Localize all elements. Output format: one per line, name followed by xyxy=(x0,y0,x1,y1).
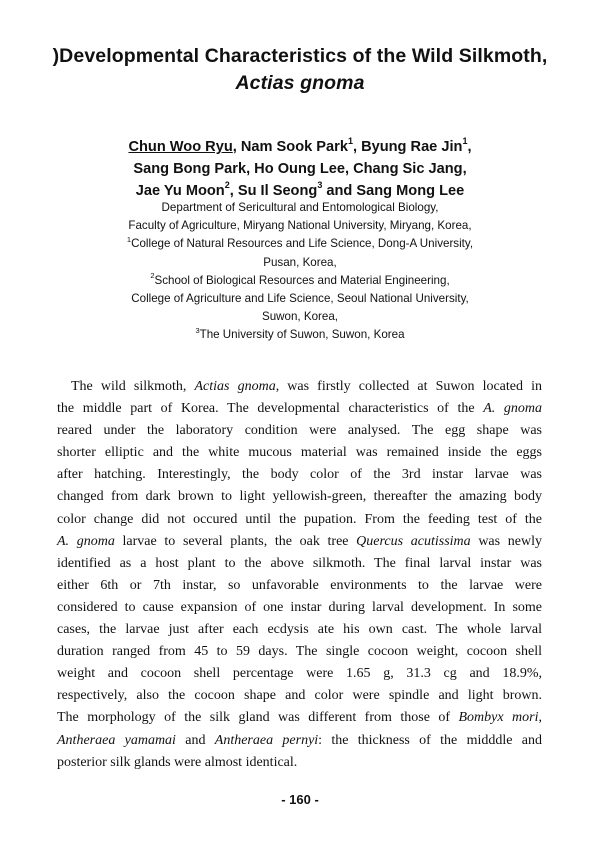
affiliation-text: The University of Suwon, Suwon, Korea xyxy=(199,328,405,342)
affiliation-line: Suwon, Korea, xyxy=(261,310,339,324)
abstract-text: The wild silkmoth, xyxy=(71,379,195,394)
abstract-line xyxy=(57,376,542,398)
author-segment: , xyxy=(467,139,472,155)
author-segment: and Sang Mong Lee xyxy=(322,183,465,199)
abstract-line xyxy=(57,730,542,752)
affiliation-line xyxy=(40,272,560,290)
abstract-text: and xyxy=(175,732,215,748)
author-segment: , Byung Rae Jin xyxy=(352,139,463,155)
abstract-line: cases, the larvae just after each ecdysis ate his own cast. The whole larval xyxy=(57,622,542,638)
affiliation-marker: 2 xyxy=(150,270,155,280)
affiliation-line: Faculty of Agriculture, Miryang National University, Miryang, Korea, xyxy=(128,219,472,233)
abstract-line: changed from dark brown to light yellowish-green, thereafter the amazing body xyxy=(57,489,542,505)
affiliation-marker: 3 xyxy=(195,325,200,335)
paper-title xyxy=(30,43,570,97)
affiliation-marker: 2 xyxy=(224,180,230,191)
abstract-text: the middle part of Korea. The developmental characteristics of the xyxy=(57,401,484,417)
affiliation-text: School of Biological Resources and Material Engineering, xyxy=(154,273,450,287)
affiliation-line xyxy=(40,326,560,344)
abstract-line: weight and cocoon shell percentage were 1.65 g, 31.3 cg and 18.9%, xyxy=(57,666,542,682)
abstract-text: , was firstly collected at Suwon located in xyxy=(275,379,542,394)
abstract-text: , xyxy=(538,710,542,726)
abstract-line: identified as a host plant to the above silkmoth. The final larval instar was xyxy=(57,555,542,571)
affiliation-marker: 1 xyxy=(347,136,353,147)
abstract-text: The morphology of the silk gland was different from those of xyxy=(57,710,459,726)
affiliation-marker: 1 xyxy=(462,136,468,147)
affiliation-text: College of Natural Resources and Life Science, Dong-A University, xyxy=(131,237,474,251)
abstract-line xyxy=(57,398,542,420)
abstract-line xyxy=(57,707,542,729)
abstract-line: after hatching. Interestingly, the body color of the 3rd instar larvae was xyxy=(57,467,542,483)
author-segment: , Nam Sook Park xyxy=(232,139,348,155)
author-line-2: Sang Bong Park, Ho Oung Lee, Chang Sic Jang, xyxy=(133,161,467,177)
affiliation-marker: 1 xyxy=(126,234,132,244)
abstract-line: shorter elliptic and the white mucous material was remained inside the eggs xyxy=(57,445,542,461)
species-name: Antheraea yamamai xyxy=(57,732,176,748)
abstract-line: duration ranged from 45 to 59 days. The single cocoon weight, cocoon shell xyxy=(57,644,542,660)
species-name: Bombyx mori xyxy=(458,710,539,726)
species-name: Antheraea pernyi xyxy=(214,732,319,748)
species-name: A. gnoma xyxy=(57,533,115,549)
affiliation-line: Department of Sericultural and Entomological Biology, xyxy=(161,201,439,214)
author-segment: , Su Il Seong xyxy=(229,183,318,199)
affiliation-line: College of Agriculture and Life Science, Seoul National University, xyxy=(131,292,469,306)
abstract-text: was newly xyxy=(470,533,542,549)
page-number: - 160 - xyxy=(281,792,319,807)
abstract-text: larvae to several plants, the oak tree xyxy=(114,533,357,549)
affiliation-list xyxy=(40,199,560,345)
author-list xyxy=(40,136,560,202)
abstract-text: : the thickness of the midddle and xyxy=(318,732,542,748)
affiliation-line: Pusan, Korea, xyxy=(263,255,337,269)
affiliation-line xyxy=(40,235,560,253)
species-name: Actias gnoma xyxy=(194,379,276,394)
abstract-line: considered to cause expansion of one instar during larval development. In some xyxy=(57,599,542,615)
title-line-2: Actias gnoma xyxy=(235,72,365,94)
abstract-line xyxy=(57,531,542,553)
first-author: Chun Woo Ryu xyxy=(128,139,233,155)
abstract-line: either 6th or 7th instar, so unfavorable environments to the larvae were xyxy=(57,577,542,593)
abstract-line: color change did not occured until the pupation. From the feeding test of the xyxy=(57,511,542,527)
abstract-line: posterior silk glands were almost identical. xyxy=(57,754,298,770)
author-segment: Jae Yu Moon xyxy=(135,183,225,199)
author-line-1 xyxy=(40,136,560,158)
abstract-line: respectively, also the cocoon shape and color were spindle and light brown. xyxy=(57,688,542,704)
title-line-1: )Developmental Characteristics of the Wild Silkmoth, xyxy=(52,45,548,67)
abstract-line: reared under the laboratory condition were analysed. The egg shape was xyxy=(57,423,542,439)
affiliation-marker: 3 xyxy=(317,180,323,191)
abstract xyxy=(57,376,542,774)
species-name: A. gnoma xyxy=(483,401,542,417)
species-name: Quercus acutissima xyxy=(356,533,471,549)
